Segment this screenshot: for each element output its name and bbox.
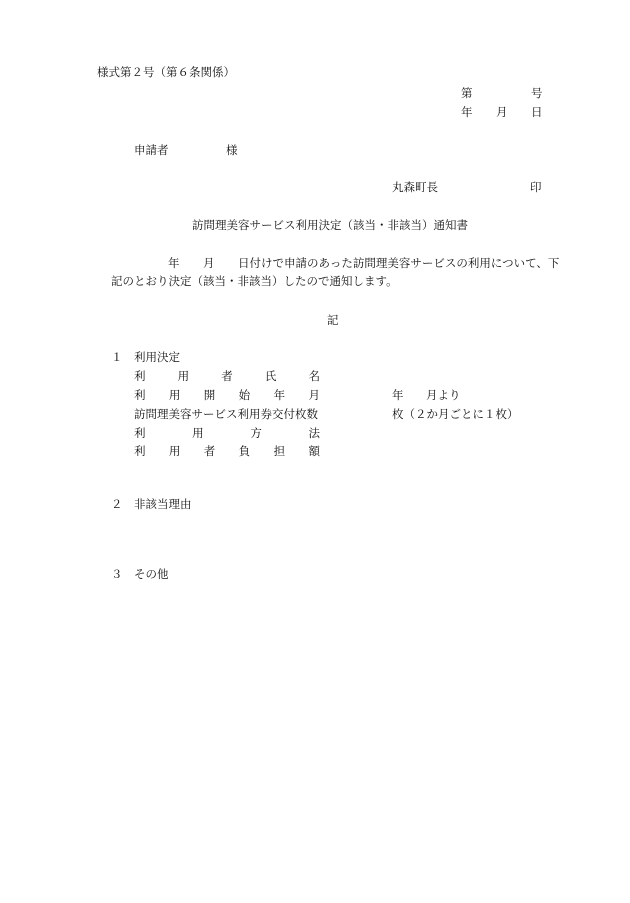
body-date-month: 月 xyxy=(203,256,215,270)
row-ticket-count-label: 訪問理美容サービス利用券交付枚数 xyxy=(134,407,318,421)
document-title: 訪問理美容サービス利用決定（該当・非該当）通知書 xyxy=(192,218,468,232)
issuer-name: 丸森町長 xyxy=(392,180,438,194)
row-user-name-label: 利 用 者 氏 名 xyxy=(134,369,320,383)
row-usage-method-label: 利 用 方 法 xyxy=(134,426,320,440)
section-3-heading: ３ その他 xyxy=(111,567,169,581)
seal-mark: 印 xyxy=(530,180,542,194)
addressee-label: 申請者 xyxy=(134,143,169,157)
section-1-heading: １ 利用決定 xyxy=(111,350,180,364)
body-date-year: 年 xyxy=(168,256,180,270)
body-line-2: 記のとおり決定（該当・非該当）したので通知します。 xyxy=(111,274,398,288)
doc-number-go: 号 xyxy=(531,86,543,100)
date-day: 日 xyxy=(531,105,543,119)
row-user-burden-label: 利 用 者 負 担 額 xyxy=(134,444,320,458)
doc-number-dai: 第 xyxy=(461,86,473,100)
section-2-heading: ２ 非該当理由 xyxy=(111,497,192,511)
row-start-date-label: 利 用 開 始 年 月 xyxy=(134,388,320,402)
date-year: 年 xyxy=(461,105,473,119)
row-start-date-year: 年 xyxy=(392,388,404,402)
body-line-1: 日付けで申請のあった訪問理美容サービスの利用について、下 xyxy=(238,256,560,270)
row-start-date-month: 月より xyxy=(426,388,461,402)
date-month: 月 xyxy=(496,105,508,119)
addressee-honorific: 様 xyxy=(226,143,238,157)
ki-heading: 記 xyxy=(327,313,339,327)
row-ticket-count-value: 枚（２か月ごとに１枚） xyxy=(392,407,519,421)
form-number: 様式第２号（第６条関係） xyxy=(97,65,235,79)
